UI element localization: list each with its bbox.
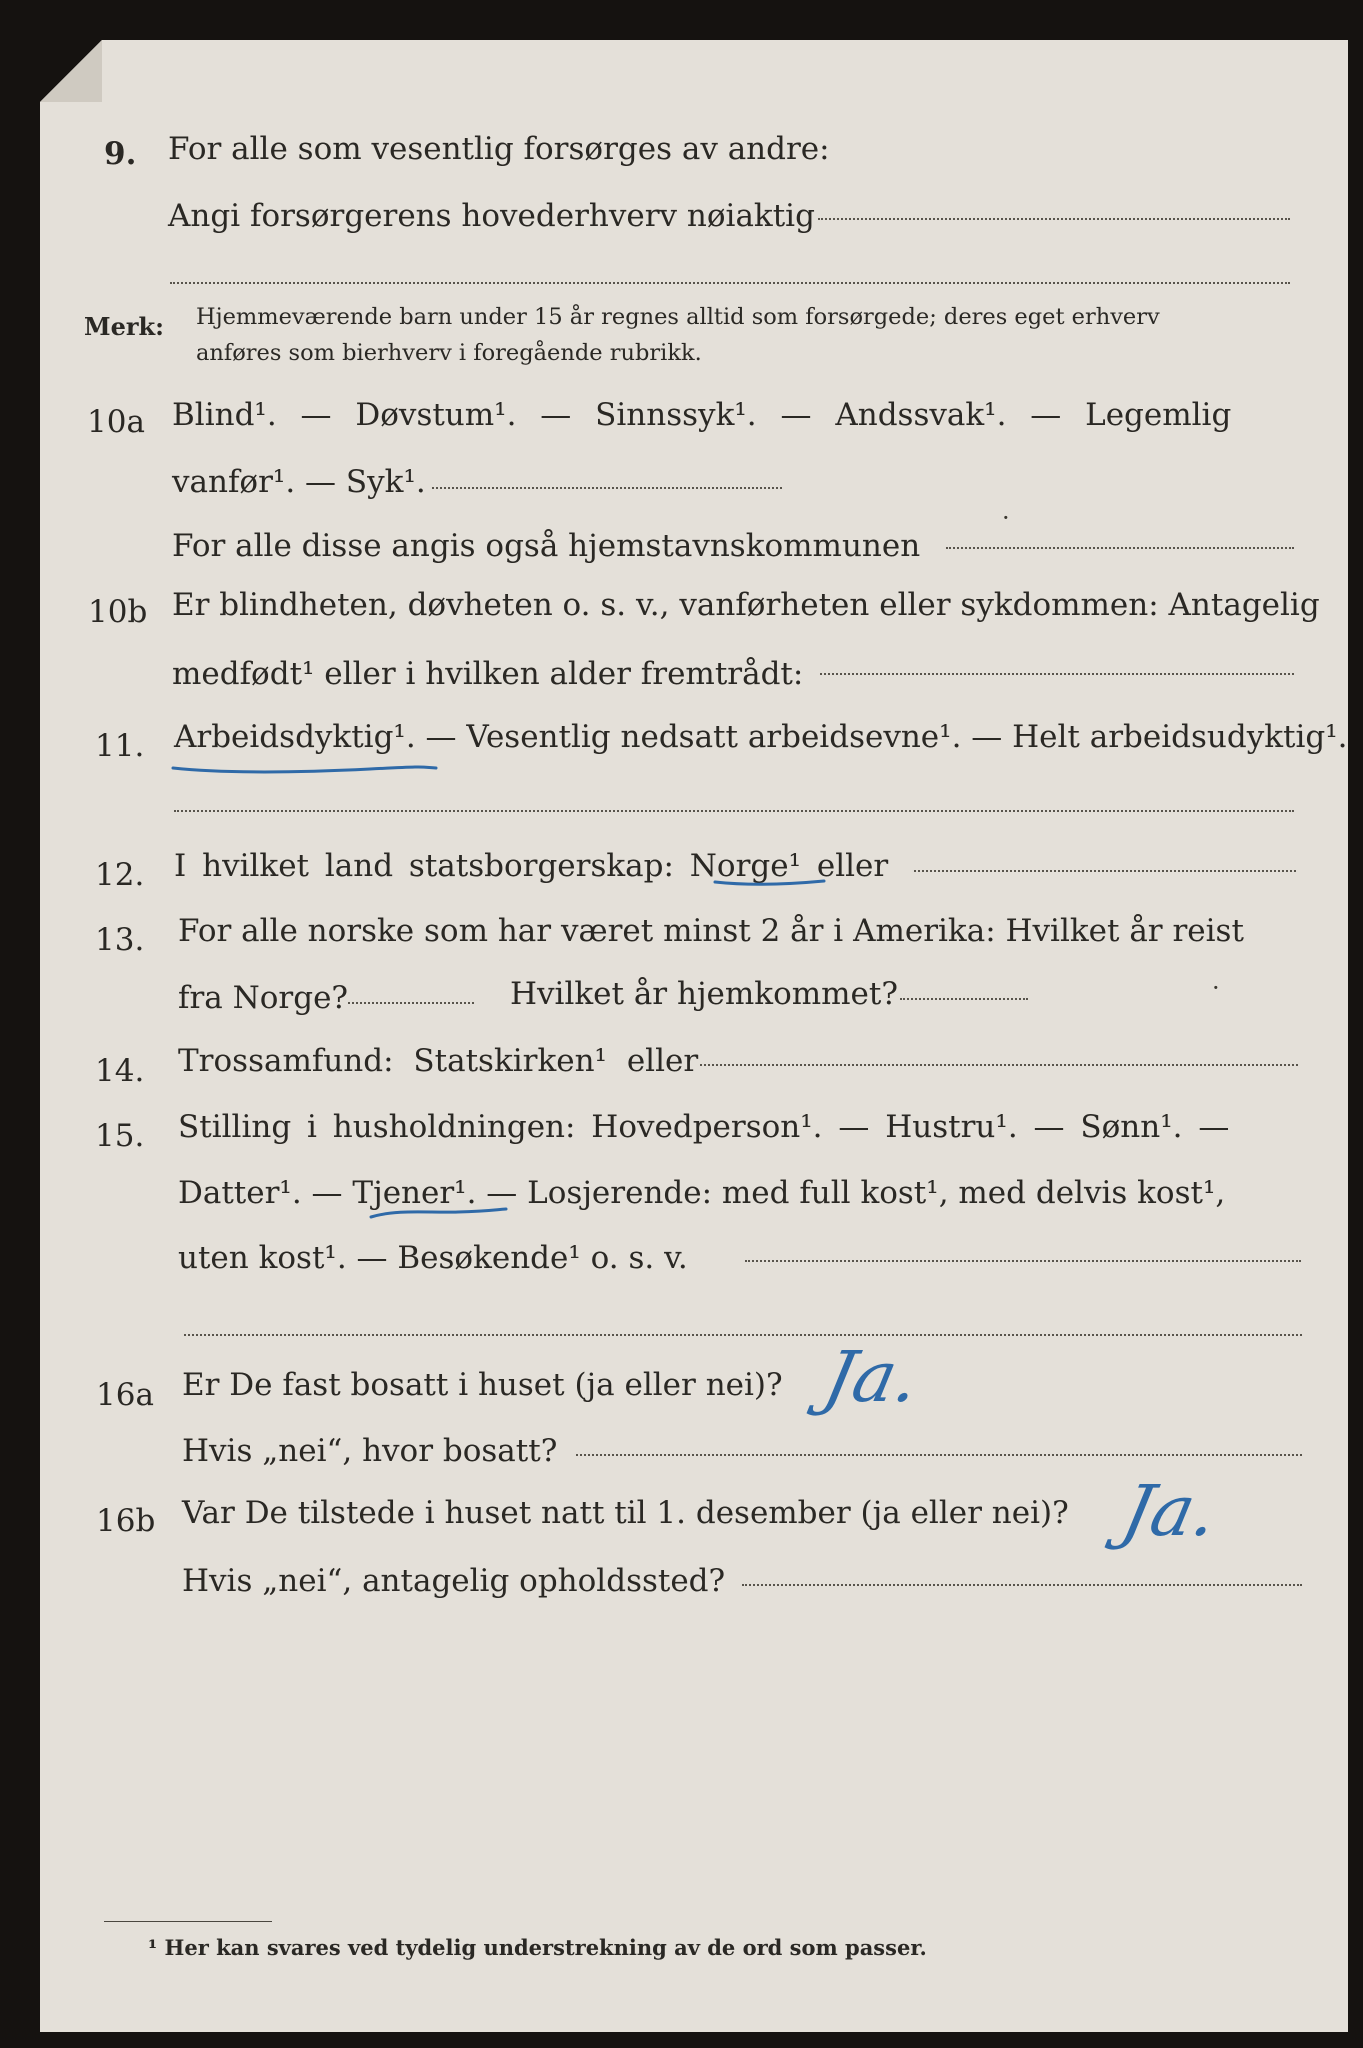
q12-pen-underline	[712, 872, 828, 892]
q11-pen-underline	[170, 756, 440, 780]
q9-line2: Angi forsørgerens hovederhverv nøiaktig	[168, 198, 815, 234]
q9-number: 9.	[104, 136, 137, 172]
q10a-line2: vanfør¹. — Syk¹.	[172, 464, 426, 500]
q9-line1: For alle som vesentlig forsørges av andre:	[168, 131, 830, 167]
q15-line1: Stilling i husholdningen: Hovedperson¹. — Hustru¹. — Sønn¹. —	[178, 1109, 1230, 1145]
folded-corner	[40, 40, 102, 102]
q16b-number: 16b	[96, 1503, 156, 1539]
q15-answer-line[interactable]	[745, 1260, 1301, 1262]
q10b-number: 10b	[88, 594, 148, 630]
q10a-sick-answer-line[interactable]	[432, 487, 782, 489]
stray-mark-2: ·	[1002, 504, 1010, 532]
stray-mark: ·	[1212, 974, 1220, 1002]
q16a-line2: Hvis „nei“, hvor bosatt?	[182, 1433, 558, 1469]
merk-line2: anføres som bierhverv i foregående rubrikk.	[196, 340, 702, 366]
q11-line1: Arbeidsdyktig¹. — Vesentlig nedsatt arbeidsevne¹. — Helt arbeidsudyktig¹.	[174, 719, 1348, 755]
q13-left-year-line[interactable]	[348, 1002, 474, 1004]
q13-line2b: Hvilket år hjemkommet?	[510, 976, 898, 1012]
q10b-answer-line[interactable]	[820, 673, 1294, 675]
form-page	[40, 40, 1348, 2032]
q16a-answer-line[interactable]	[576, 1454, 1302, 1456]
footnote: ¹ Her kan svares ved tydelig understrekning av de ord som passer.	[148, 1935, 927, 1960]
q10a-line1: Blind¹. — Døvstum¹. — Sinnssyk¹. — Andssvak¹. — Legemlig	[172, 397, 1232, 433]
q13-number: 13.	[95, 922, 145, 958]
q10a-line3: For alle disse angis også hjemstavnskommunen	[172, 528, 921, 564]
q15-pen-underline	[368, 1201, 510, 1227]
q10b-line1: Er blindheten, døvheten o. s. v., vanførheten eller sykdommen: Antagelig	[172, 587, 1320, 623]
merk-line1: Hjemmeværende barn under 15 år regnes alltid som forsørgede; deres eget erhverv	[196, 304, 1160, 330]
q10b-line2: medfødt¹ eller i hvilken alder fremtrådt:	[172, 656, 804, 692]
q10a-municipality-line[interactable]	[946, 547, 1294, 549]
q11-number: 11.	[95, 728, 145, 764]
q16b-answer-line[interactable]	[742, 1584, 1302, 1586]
q14-line1: Trossamfund: Statskirken¹ eller	[178, 1043, 699, 1079]
q16a-handwritten-answer: Ja.	[817, 1336, 927, 1418]
q15-line2: Datter¹. — Tjener¹. — Losjerende: med full kost¹, med delvis kost¹,	[178, 1175, 1226, 1211]
q10a-number: 10a	[87, 404, 145, 440]
q16b-line1: Var De tilstede i huset natt til 1. desember (ja eller nei)?	[182, 1495, 1069, 1531]
q15-line3: uten kost¹. — Besøkende¹ o. s. v.	[178, 1240, 688, 1276]
q9-answer-line-2[interactable]	[170, 282, 1290, 284]
q14-number: 14.	[95, 1053, 145, 1089]
q16b-line2: Hvis „nei“, antagelig opholdssted?	[182, 1563, 726, 1599]
q12-line1: I hvilket land statsborgerskap: Norge¹ eller	[174, 848, 889, 884]
q13-return-year-line[interactable]	[900, 998, 1028, 1000]
q15-answer-line-2[interactable]	[184, 1334, 1302, 1336]
q13-line1: For alle norske som har været minst 2 år i Amerika: Hvilket år reist	[178, 913, 1244, 949]
q16b-handwritten-answer: Ja.	[1115, 1470, 1225, 1552]
merk-label: Merk:	[84, 312, 164, 341]
q11-answer-line[interactable]	[174, 810, 1294, 812]
q9-answer-line[interactable]	[818, 218, 1290, 220]
q16a-number: 16a	[96, 1377, 154, 1413]
q13-line2a: fra Norge?	[178, 980, 349, 1016]
q14-answer-line[interactable]	[700, 1064, 1298, 1066]
q12-number: 12.	[95, 857, 145, 893]
q16a-line1: Er De fast bosatt i huset (ja eller nei)?	[182, 1367, 783, 1403]
q15-number: 15.	[95, 1118, 145, 1154]
footnote-rule	[104, 1921, 272, 1922]
q12-answer-line[interactable]	[914, 870, 1296, 872]
